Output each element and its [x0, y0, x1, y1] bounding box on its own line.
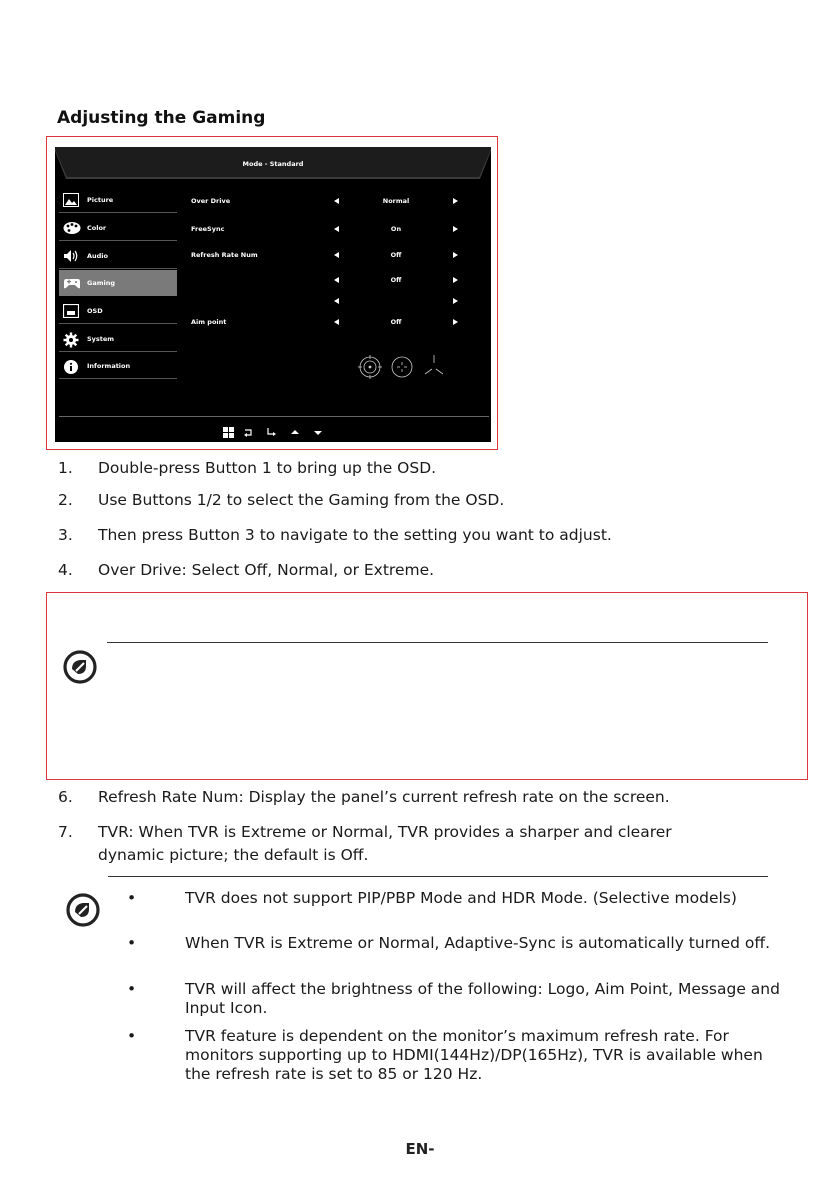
- menu-label: Gaming: [87, 279, 116, 287]
- up-arrow-icon[interactable]: [291, 430, 299, 434]
- step-number: 3.: [58, 526, 73, 544]
- left-arrow-icon[interactable]: [334, 226, 339, 232]
- menu-item-system[interactable]: [59, 326, 177, 352]
- gamepad-icon: [63, 276, 81, 290]
- osd-footer-divider: [59, 416, 489, 417]
- setting-value: On: [390, 225, 402, 233]
- right-arrow-icon[interactable]: [453, 298, 458, 304]
- menu-item-osd[interactable]: [59, 298, 177, 324]
- redacted-note-box: [46, 592, 808, 780]
- step-text: TVR: When TVR is Extreme or Normal, TVR provides a sharper and clearer: [98, 823, 672, 841]
- info-icon: [63, 359, 79, 375]
- setting-row-freesync[interactable]: [191, 222, 481, 236]
- menu-label: System: [87, 335, 115, 343]
- step-number: 1.: [58, 459, 73, 477]
- osd-panel: [55, 147, 491, 442]
- aim-point-option-3-icon[interactable]: [425, 355, 443, 374]
- step-7-continued: [58, 846, 368, 864]
- bullet-symbol: •: [127, 889, 137, 907]
- enter-icon[interactable]: [268, 428, 276, 436]
- setting-label: Aim point: [191, 318, 227, 326]
- note-divider: [107, 642, 768, 643]
- right-arrow-icon[interactable]: [453, 252, 458, 258]
- step-text: Use Buttons 1/2 to select the Gaming from the OSD.: [98, 491, 505, 509]
- menu-grid-icon[interactable]: [223, 427, 234, 438]
- down-arrow-icon[interactable]: [314, 431, 322, 435]
- setting-row-4[interactable]: [191, 273, 481, 287]
- note-icon: [63, 650, 97, 684]
- notes-divider: [108, 876, 768, 877]
- note-text: TVR will affect the brightness of the following: Logo, Aim Point, Message and Input Icon.: [185, 980, 780, 1017]
- setting-label: Refresh Rate Num: [191, 251, 258, 259]
- left-arrow-icon[interactable]: [334, 198, 339, 204]
- section-heading: Adjusting the Gaming: [57, 108, 266, 128]
- back-icon[interactable]: [244, 430, 251, 437]
- step-3: [58, 526, 612, 544]
- right-arrow-icon[interactable]: [453, 226, 458, 232]
- aim-point-options: [358, 354, 448, 380]
- picture-icon: [63, 193, 79, 207]
- setting-value: Off: [390, 276, 402, 284]
- bullet-symbol: •: [127, 980, 137, 998]
- palette-icon: [63, 221, 81, 235]
- menu-label: OSD: [87, 307, 103, 315]
- step-4: [58, 561, 434, 579]
- setting-row-aim-point[interactable]: [191, 315, 481, 329]
- step-number: 6.: [58, 788, 73, 806]
- gear-icon: [63, 332, 79, 348]
- left-arrow-icon[interactable]: [334, 319, 339, 325]
- step-6: [58, 788, 670, 806]
- step-number: 7.: [58, 823, 73, 841]
- menu-item-picture[interactable]: [59, 187, 177, 213]
- osd-icon: [63, 304, 79, 318]
- bullet-symbol: •: [127, 934, 137, 952]
- step-number: 2.: [58, 491, 73, 509]
- page-footer: EN-: [405, 1140, 435, 1158]
- setting-label: Over Drive: [191, 197, 231, 205]
- menu-item-audio[interactable]: [59, 243, 177, 269]
- left-arrow-icon[interactable]: [334, 252, 339, 258]
- step-text: Refresh Rate Num: Display the panel’s current refresh rate on the screen.: [98, 788, 670, 806]
- step-text: Then press Button 3 to navigate to the setting you want to adjust.: [98, 526, 612, 544]
- step-1: [58, 459, 436, 477]
- menu-item-gaming[interactable]: [59, 270, 177, 296]
- setting-value: Normal: [382, 197, 410, 205]
- osd-footer-buttons: [223, 426, 333, 440]
- right-arrow-icon[interactable]: [453, 198, 458, 204]
- bullet-symbol: •: [127, 1027, 137, 1045]
- menu-label: Picture: [87, 196, 114, 204]
- setting-row-5[interactable]: [191, 294, 481, 308]
- right-arrow-icon[interactable]: [453, 277, 458, 283]
- aim-point-option-1-icon[interactable]: [358, 355, 382, 379]
- menu-label: Color: [87, 224, 107, 232]
- menu-label: Information: [87, 362, 131, 370]
- speaker-icon: [63, 249, 81, 263]
- setting-row-over-drive[interactable]: [191, 194, 481, 208]
- step-text: Over Drive: Select Off, Normal, or Extreme.: [98, 561, 435, 579]
- setting-value: Off: [390, 251, 402, 259]
- note-icon: [66, 893, 100, 927]
- osd-mode-title: Mode - Standard: [242, 160, 304, 168]
- menu-item-color[interactable]: [59, 215, 177, 241]
- note-text: TVR does not support PIP/PBP Mode and HDR Mode. (Selective models): [185, 889, 737, 907]
- osd-title-bar: [55, 147, 491, 181]
- step-7: [58, 823, 672, 841]
- setting-label: FreeSync: [191, 225, 225, 233]
- step-number: 4.: [58, 561, 73, 579]
- osd-screenshot-frame: [46, 136, 498, 450]
- aim-point-option-2-icon[interactable]: [392, 357, 412, 377]
- left-arrow-icon[interactable]: [334, 277, 339, 283]
- step-text: dynamic picture; the default is Off.: [98, 846, 369, 864]
- note-text: TVR feature is dependent on the monitor’s maximum refresh rate. For monitors supporting up to HDMI(144Hz)/DP(165Hz), TVR is available when the refresh rate is set to 85 or 120 Hz.: [185, 1027, 763, 1083]
- menu-label: Audio: [87, 252, 109, 260]
- step-text: Double-press Button 1 to bring up the OSD.: [98, 459, 437, 477]
- right-arrow-icon[interactable]: [453, 319, 458, 325]
- note-text: When TVR is Extreme or Normal, Adaptive-Sync is automatically turned off.: [185, 934, 771, 952]
- menu-item-information[interactable]: [59, 353, 177, 379]
- setting-row-refresh-rate-num[interactable]: [191, 248, 481, 262]
- step-2: [58, 491, 504, 509]
- left-arrow-icon[interactable]: [334, 298, 339, 304]
- setting-value: Off: [390, 318, 402, 326]
